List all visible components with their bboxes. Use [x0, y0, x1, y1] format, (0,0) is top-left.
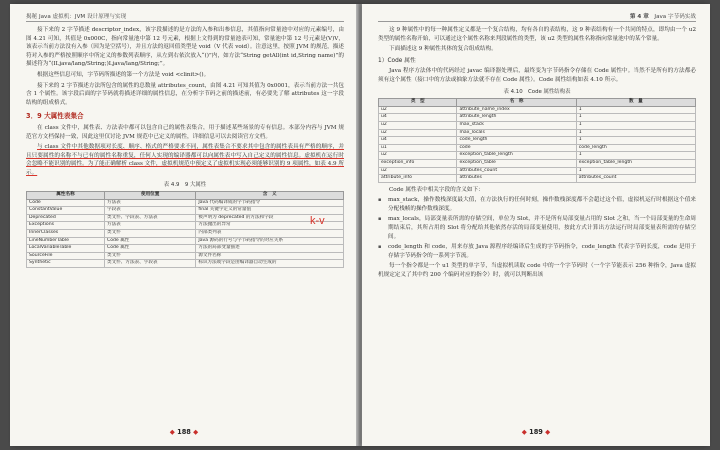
- table-row: [379, 167, 696, 175]
- subsection-title: 1）Code 属性: [378, 57, 416, 64]
- paragraph: Java 程序方法体中的代码经过 javac 编译器处理后，最终变为字节码指令存储在 Code 属性中。当然不是所有的方法都必须有这个属性（接口中的方法或抽象方法就不存在 Code 属性）。Code 属性结构如表 4.10 所示。: [378, 68, 696, 83]
- table-cell: InnerClasses: [27, 230, 105, 238]
- table-row: [27, 199, 344, 207]
- table-cell: Deprecated: [27, 214, 105, 222]
- highlighted-paragraph: 与 class 文件中其他数据项对长度、顺序、格式的严格要求不同，属性表集合不要求其中包含的属性表具有严格的顺序，并且只要属性的名称不与已有的属性名称重复，任何人实现的编译器都可以向属性表中写入自己定义的属性信息。虚拟机在运行时会忽略不能识别的属性。为了能正确解析 class 文件，虚拟机规范中预定义了虚拟机实现必须能够识别的 9 项属性，如表 4.9 所示。: [26, 144, 344, 176]
- right-page-number: ◆ 189 ◆: [521, 428, 551, 436]
- table-cell: SourceFile: [27, 252, 105, 260]
- paragraph: 接下来的 2 字节描述方法所包含的属性的总数量 attributes_count，由图 4.21 可知其值为 0x0001，表示当前方法一共包含 1 个属性。该字段后面的字节码就将描述详细的属性信息，在分析字节码之前的描述前，有必要先了解 attributes 这一字段结构的组成格式。: [26, 82, 344, 106]
- paragraph: 在 class 文件中，属性表、方法表中都可以包含自己的属性表集合，用于描述某些场景的专有信息。本部分内容与 JVM 规范官方文档保持一致，因此这里仅讨论 JVM 规范中已定义的属性，详细信息可以去阅读官方文档。: [26, 124, 344, 140]
- table-cell: 类文件、方法表、字段表: [104, 260, 195, 268]
- paragraph: 接下来的 2 字节描述 descriptor_index，该字段描述的是方法的入参和出参信息，其值指向常量池中对应的元素编号，由图 4.21 可知，其值是 0x000C，指向常量池中第 12 号元素，根据上文得到的常量池表可知，常量池中第 12 号元素是(V)V，该表示当前方法没有入参（因为是空括号），并且方法的返回值类型是 void（V 代表 void）。注意这里，按照 JVM 的规范，描述符对入参的严格按照顺序中所定义的参数列表顺序，从左到右依次放入“()”内，如方法“String getAll(int id,String name)”的描述符为“(ILjava/lang/String;)Ljava/lang/String;”。: [26, 27, 344, 68]
- table-cell: code: [457, 144, 576, 152]
- left-page: [10, 4, 358, 446]
- table-cell: max_stack: [457, 121, 576, 129]
- handwritten-annotation: k-v: [310, 215, 325, 227]
- table-cell: exception_info: [379, 159, 457, 167]
- table-cell: 1: [576, 129, 695, 137]
- chapter-number: 第 4 章: [629, 13, 649, 20]
- paragraph: 下面描述这 9 种属性其体的复合组成结构。: [389, 46, 497, 53]
- table-header: 含 义: [196, 192, 344, 200]
- table-cell: 内部类列表: [196, 230, 344, 238]
- table-row: [27, 260, 344, 268]
- table-cell: u4: [379, 114, 457, 122]
- right-page-header: [378, 10, 696, 22]
- code-attribute-table: [378, 98, 696, 183]
- list-item: ▪ max_locals，局部变量表所需的存储空间，单位为 Slot，并不是所有局部变量占用的 Slot 之和，当一个局部变量的生命周期结束后，其所占用的 Slot 将分配给其他依然存活的局部变量使用，按此方式计算出方法运行时局部变量表所需的存储空间。: [378, 215, 696, 241]
- table-cell: u2: [379, 152, 457, 160]
- table-cell: code_length: [457, 137, 576, 145]
- table-cell: 源文件名称: [196, 252, 344, 260]
- table-cell: code_length: [576, 144, 695, 152]
- table-cell: 方法表: [104, 199, 195, 207]
- table-cell: Code 属性: [104, 237, 195, 245]
- table-cell: attributes_count: [457, 167, 576, 175]
- table-cell: 1: [576, 121, 695, 129]
- table-cell: 方法抛出的异常: [196, 222, 344, 230]
- table-cell: 1: [576, 114, 695, 122]
- table-caption: 表 4.9 9 大属性: [163, 181, 207, 188]
- table-row: [27, 230, 344, 238]
- left-header-title: 揭秘 Java 虚拟机：JVM 设计原理与实现: [26, 13, 127, 20]
- table-header: 属性名称: [27, 192, 105, 200]
- chapter-title: Java 字节码实战: [654, 13, 696, 20]
- table-cell: LineNumberTable: [27, 237, 105, 245]
- list-item: ▪ max_stack，操作数栈深度最大值，在方法执行的任何时刻，操作数栈深度都不会超过这个值，虚拟机运行时根据这个值来分配栈帧的操作数栈深度。: [378, 196, 696, 213]
- table-cell: 类文件: [104, 252, 195, 260]
- table-row: [379, 152, 696, 160]
- table-row: [27, 222, 344, 230]
- table-cell: 方法表: [104, 222, 195, 230]
- table-row: [379, 159, 696, 167]
- table-row: [379, 129, 696, 137]
- paragraph: 根据这些信息可知，字节码所描述的第一个方法是 void <clinit>()。: [37, 71, 210, 78]
- table-cell: Code: [27, 199, 105, 207]
- table-cell: u4: [379, 137, 457, 145]
- list-item: ▪ code_length 和 code，用来存放 Java 源程序经编译后生成的字节码指令，code_length 代表字节码长度，code 是用于存储字节码指令的一系列字节流。: [378, 243, 696, 260]
- table-cell: attribute_name_index: [457, 106, 576, 114]
- table-cell: 被声明为 deprecated 的方法和字段: [196, 214, 344, 222]
- table-cell: attribute_length: [457, 114, 576, 122]
- table-caption: 表 4.10 Code 属性结构表: [503, 88, 571, 95]
- table-cell: exception_table_length: [576, 159, 695, 167]
- table-row: [27, 245, 344, 253]
- table-cell: attributes: [457, 175, 576, 183]
- table-cell: LocalVariableTable: [27, 245, 105, 253]
- table-cell: 字段表: [104, 207, 195, 215]
- table-cell: max_locals: [457, 129, 576, 137]
- section-title: 3．9 大属性表集合: [26, 112, 84, 121]
- table-cell: 类文件: [104, 230, 195, 238]
- right-page-body: [378, 26, 696, 282]
- table-cell: u2: [379, 129, 457, 137]
- left-page-header: [26, 10, 344, 22]
- table-row: [379, 137, 696, 145]
- table-row: [379, 144, 696, 152]
- table-cell: 方法的局部变量描述: [196, 245, 344, 253]
- table-cell: Exceptions: [27, 222, 105, 230]
- left-page-body: [26, 26, 344, 268]
- table-cell: u2: [379, 167, 457, 175]
- right-page: [362, 4, 710, 446]
- table-cell: 1: [576, 152, 695, 160]
- table-header: 数 量: [576, 99, 695, 107]
- table-cell: attribute_info: [379, 175, 457, 183]
- table-cell: u2: [379, 121, 457, 129]
- table-cell: Synthetic: [27, 260, 105, 268]
- table-cell: exception_table_length: [457, 152, 576, 160]
- table-row: [27, 214, 344, 222]
- table-row: [379, 106, 696, 114]
- table-cell: 标识方法或字段是由编译器自动生成的: [196, 260, 344, 268]
- table-header: 类 型: [379, 99, 457, 107]
- table-cell: u2: [379, 106, 457, 114]
- table-cell: attributes_count: [576, 175, 695, 183]
- field-list: [378, 196, 696, 260]
- table-cell: Java 源码的行号与字节码指令的对应关系: [196, 237, 344, 245]
- left-page-number: ◆ 188 ◆: [169, 428, 199, 436]
- table-row: [379, 121, 696, 129]
- table-cell: 1: [576, 167, 695, 175]
- table-cell: 1: [576, 106, 695, 114]
- table-row: [27, 207, 344, 215]
- table-cell: ConstantValue: [27, 207, 105, 215]
- table-row: [27, 237, 344, 245]
- table-cell: u1: [379, 144, 457, 152]
- table-cell: Code 属性: [104, 245, 195, 253]
- paragraph: 每一个指令都是一个 u1 类型的单字节，当虚拟机读取 code 中的一个字节码时（一个字节能表示 256 种指令，Java 虚拟机规定定义了其中约 200 个编码对应的指令）时，就可以判断出该: [378, 263, 696, 279]
- table-header: 使用位置: [104, 192, 195, 200]
- attributes-table: [26, 191, 344, 268]
- table-cell: final 关键字定义的常量值: [196, 207, 344, 215]
- paragraph: Code 属性表中相关字段的含义如下：: [389, 186, 484, 193]
- table-row: [379, 114, 696, 122]
- table-cell: Java 代码编译成的字节码指令: [196, 199, 344, 207]
- table-cell: 类文件、字段表、方法表: [104, 214, 195, 222]
- table-header: 名 称: [457, 99, 576, 107]
- table-cell: 1: [576, 137, 695, 145]
- table-cell: exception_table: [457, 159, 576, 167]
- paragraph: 这 9 种属性中的每一种属性定义都是一个复合结构，均有各自的表结构，这 9 种表结构有一个共同的特点，即均由一个 u2 类型的属性名称开始，可以通过这个属性名称来判段属性的类型，该 u2 类型的属性名称指向常量池中的某个常量。: [378, 27, 696, 42]
- table-row: [379, 175, 696, 183]
- table-row: [27, 252, 344, 260]
